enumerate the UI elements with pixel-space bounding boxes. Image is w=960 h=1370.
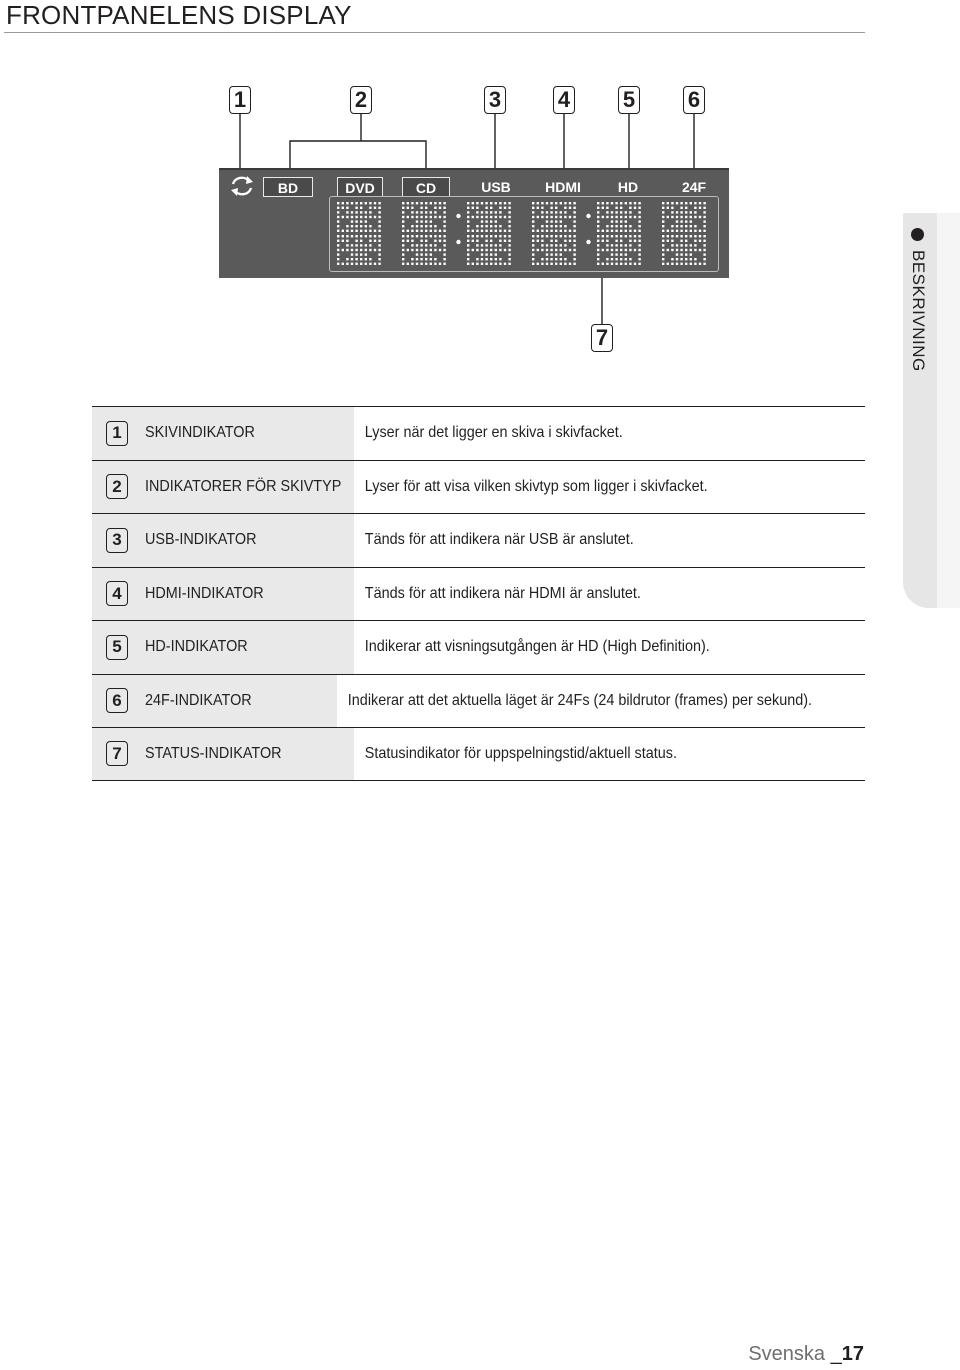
dvd-indicator: DVD	[337, 177, 383, 197]
callout-7: 7	[591, 324, 613, 352]
segment-digits	[331, 198, 717, 270]
row-label: STATUS-INDIKATOR	[145, 744, 282, 762]
callout-1: 1	[229, 86, 251, 114]
row-number: 1	[106, 421, 128, 446]
footer-language: Svenska	[748, 1343, 826, 1365]
cd-indicator: CD	[402, 177, 450, 197]
row-description: Indikerar att visningsutgången är HD (High Definition).	[364, 638, 710, 656]
row-description: Tänds för att indikera när USB är anslutet.	[364, 531, 634, 549]
row-label: HD-INDIKATOR	[145, 638, 248, 656]
segment-digit	[532, 202, 576, 265]
bd-indicator: BD	[263, 177, 313, 197]
colon-dot	[586, 214, 590, 218]
row-number: 5	[106, 635, 128, 660]
table-row	[92, 567, 865, 621]
row-number: 2	[106, 474, 128, 499]
segment-digit	[597, 202, 641, 265]
table-row	[92, 620, 865, 674]
disc-rotate-icon	[227, 174, 257, 198]
callout-3: 3	[484, 86, 506, 114]
colon-dot	[456, 214, 460, 218]
hdmi-indicator: HDMI	[545, 179, 581, 195]
footer-separator: _	[825, 1343, 842, 1365]
callout-5: 5	[618, 86, 640, 114]
row-description: Tänds för att indikera när HDMI är anslutet.	[364, 584, 641, 602]
colon-dot	[586, 240, 590, 244]
page-title: FRONTPANELENS DISPLAY	[6, 0, 352, 30]
segment-digit	[402, 202, 446, 265]
hd-indicator: HD	[617, 179, 639, 195]
indicator-table	[92, 406, 865, 781]
usb-indicator: USB	[481, 179, 511, 195]
row-label: USB-INDIKATOR	[145, 531, 257, 549]
row-number: 7	[106, 741, 128, 766]
table-row	[92, 460, 865, 514]
callout-2: 2	[350, 86, 372, 114]
section-tab-label: BESKRIVNING	[909, 250, 928, 372]
row-description: Statusindikator för uppspelningstid/aktuell status.	[364, 744, 677, 762]
callout-4: 4	[553, 86, 575, 114]
page-footer	[748, 1343, 864, 1366]
row-number: 4	[106, 581, 128, 606]
row-description: Lyser för att visa vilken skivtyp som ligger i skivfacket.	[364, 477, 708, 495]
row-number: 6	[106, 688, 128, 713]
page-number: 17	[841, 1343, 864, 1365]
row-label: 24F-INDIKATOR	[145, 691, 252, 709]
segment-digit	[337, 202, 381, 265]
row-description: Indikerar att det aktuella läget är 24Fs (24 bildrutor (frames) per sekund).	[348, 691, 813, 709]
callout-6: 6	[683, 86, 705, 114]
segment-digit	[467, 202, 511, 265]
table-row	[92, 674, 865, 728]
24f-indicator: 24F	[681, 179, 707, 195]
bullet-icon	[911, 228, 924, 241]
row-label: SKIVINDIKATOR	[145, 424, 255, 442]
section-tab-edge	[937, 213, 960, 608]
table-row	[92, 513, 865, 567]
segment-digit	[662, 202, 706, 265]
table-row	[92, 727, 865, 781]
row-number: 3	[106, 528, 128, 553]
table-row	[92, 406, 865, 460]
row-label: INDIKATORER FÖR SKIVTYP	[145, 477, 342, 495]
row-description: Lyser när det ligger en skiva i skivfacket.	[364, 424, 623, 442]
colon-dot	[456, 240, 460, 244]
row-label: HDMI-INDIKATOR	[145, 584, 264, 602]
